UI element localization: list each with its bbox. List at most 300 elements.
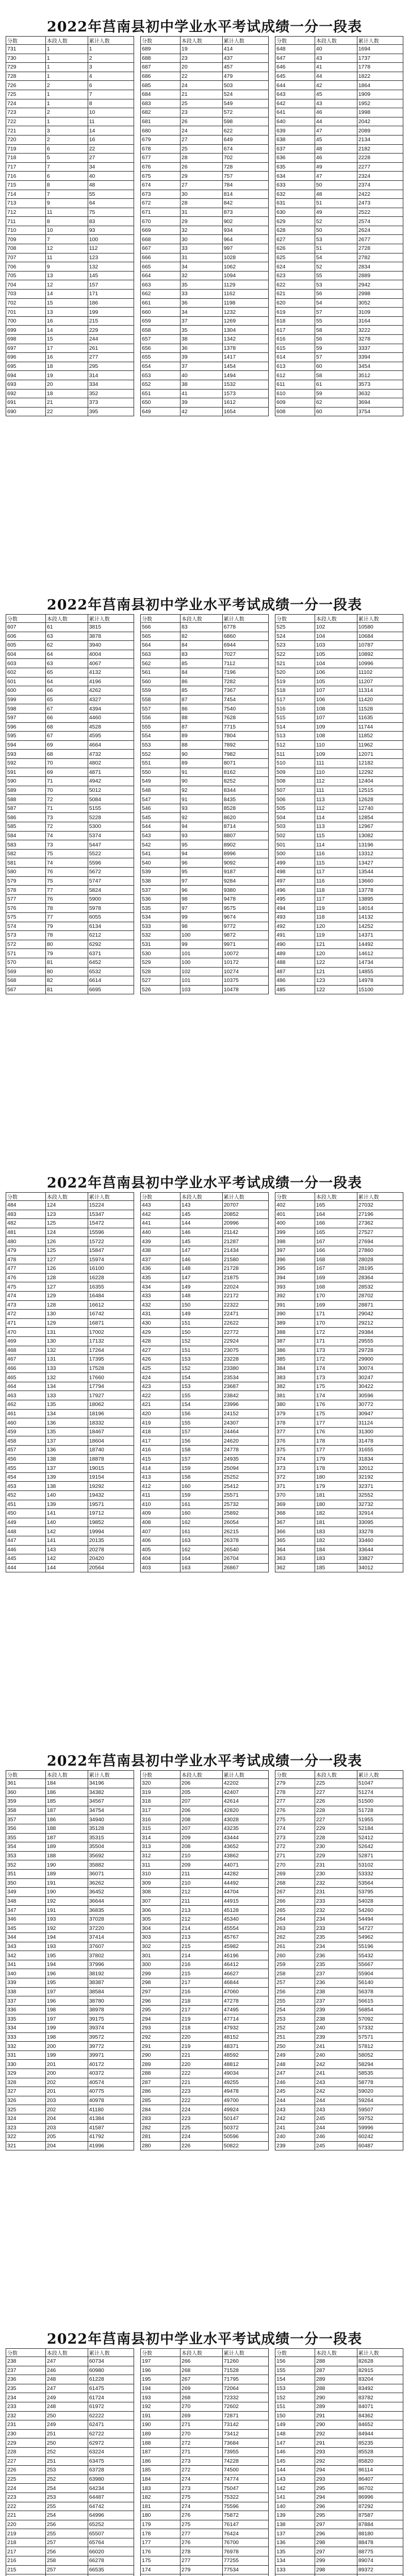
segment-count-cell: 72 [45,795,88,804]
segment-count-cell: 220 [180,2060,222,2069]
cumulative-count-cell: 52184 [357,1824,403,1833]
score-cell: 138 [275,2520,315,2529]
score-cell: 282 [141,2123,181,2132]
table-row [275,335,403,344]
table-row [6,154,134,163]
score-cell: 379 [275,1409,315,1418]
cumulative-count-cell: 16 [88,135,134,144]
segment-count-cell: 12 [45,280,88,290]
table-row [275,262,403,272]
cumulative-count-cell: 83492 [357,2384,403,2393]
score-cell: 224 [6,2484,46,2493]
table-row [6,632,134,641]
segment-count-cell: 95 [180,840,222,850]
table-row [275,180,403,190]
cumulative-count-cell: 11 [88,117,134,126]
segment-count-cell: 204 [45,2141,88,2150]
cumulative-count-cell: 2624 [357,226,403,235]
cumulative-count-cell: 23842 [222,1391,268,1400]
segment-count-cell: 60 [315,407,357,416]
table-row [6,2069,134,2078]
score-cell: 481 [6,1228,46,1237]
table-row [141,704,269,714]
score-cell: 267 [275,1888,315,1897]
table-row [141,2014,269,2024]
score-cell: 299 [141,1969,181,1978]
segment-count-cell: 212 [180,1914,222,1924]
cumulative-count-cell: 76424 [222,2529,268,2538]
score-cell: 571 [6,949,46,958]
segment-count-cell: 127 [45,1255,88,1264]
segment-count-cell: 58 [315,371,357,380]
score-cell: 518 [275,686,315,696]
cumulative-count-cell: 13544 [357,868,403,877]
table-row [141,1418,269,1428]
segment-count-cell: 218 [180,1996,222,2006]
cumulative-count-cell: 51500 [357,1797,403,1806]
score-cell: 343 [6,1942,46,1951]
cumulative-count-cell: 45128 [222,1906,268,1915]
segment-count-cell: 251 [45,2456,88,2466]
cumulative-count-cell: 39175 [88,2014,134,2024]
segment-count-cell: 233 [315,1924,357,1933]
cumulative-count-cell: 4067 [88,659,134,668]
segment-count-cell: 135 [45,1427,88,1436]
score-cell: 192 [141,2402,181,2411]
table-row [275,695,403,704]
score-cell: 286 [141,2087,181,2096]
cumulative-count-cell: 1269 [222,316,268,326]
score-cell: 657 [141,335,181,344]
segment-count-cell: 25 [180,144,222,154]
segment-count-cell: 87 [180,695,222,704]
table-row [275,758,403,768]
cumulative-count-cell: 30947 [357,1409,403,1418]
table-row [6,686,134,696]
segment-count-cell: 1 [45,63,88,72]
segment-count-cell: 73 [45,840,88,850]
score-cell: 677 [141,154,181,163]
cumulative-count-cell: 6134 [88,922,134,931]
table-row [6,2123,134,2132]
table-row [275,1310,403,1319]
table-row [6,1300,134,1310]
table-row [6,786,134,795]
segment-count-cell: 150 [180,1300,222,1310]
cumulative-count-cell: 86702 [357,2484,403,2493]
score-cell: 413 [141,1472,181,1482]
table-row [141,117,269,126]
table-row [141,407,269,416]
header-cumulative-count: 累计人数 [222,2349,268,2357]
segment-count-cell: 40 [180,371,222,380]
table-row [275,1815,403,1824]
table-row [141,650,269,659]
segment-count-cell: 23 [180,54,222,63]
cumulative-count-cell: 53795 [357,1888,403,1897]
cumulative-count-cell: 39971 [88,2050,134,2060]
table-row [6,1491,134,1500]
segment-count-cell: 24 [180,126,222,135]
cumulative-count-cell: 58778 [357,2078,403,2087]
segment-count-cell: 23 [180,108,222,117]
cumulative-count-cell: 7 [88,90,134,99]
cumulative-count-cell: 5672 [88,868,134,877]
table-row [6,958,134,967]
table-row [6,180,134,190]
segment-count-cell: 71 [45,777,88,786]
cumulative-count-cell: 22172 [222,1291,268,1300]
table-row [275,45,403,54]
cumulative-count-cell: 8 [88,99,134,108]
cumulative-count-cell: 29042 [357,1310,403,1319]
segment-count-cell: 99 [180,940,222,949]
segment-count-cell: 66 [45,713,88,722]
segment-count-cell: 223 [180,2114,222,2123]
table-row [141,2438,269,2448]
score-cell: 555 [141,722,181,732]
segment-count-cell: 55 [315,316,357,326]
segment-count-cell: 218 [180,2024,222,2033]
table-row [141,2456,269,2466]
cumulative-count-cell: 87884 [357,2520,403,2529]
cumulative-count-cell: 2182 [357,144,403,154]
cumulative-count-cell: 14371 [357,931,403,940]
table-row [6,1978,134,1988]
table-row [275,389,403,398]
segment-count-cell: 140 [45,1518,88,1527]
table-row [141,822,269,832]
segment-count-cell: 241 [315,2069,357,2078]
score-cell: 150 [275,2411,315,2420]
cumulative-count-cell: 5012 [88,786,134,795]
table-row [275,1491,403,1500]
table-row [141,931,269,940]
segment-count-cell: 85 [180,659,222,668]
cumulative-count-cell: 57332 [357,2024,403,2033]
cumulative-count-cell: 9187 [222,868,268,877]
score-cell: 239 [275,2141,315,2150]
cumulative-count-cell: 74500 [222,2466,268,2475]
cumulative-count-cell: 2889 [357,271,403,280]
segment-count-cell: 256 [45,2520,88,2529]
score-cell: 269 [275,1869,315,1878]
score-cell: 180 [141,2511,181,2520]
score-panel-2 [140,2348,269,2576]
score-cell: 509 [275,768,315,777]
score-cell: 320 [141,1779,181,1788]
table-row [275,858,403,868]
table-row [6,1291,134,1300]
cumulative-count-cell: 3109 [357,308,403,317]
cumulative-count-cell: 21875 [222,1273,268,1282]
segment-count-cell: 92 [180,786,222,795]
score-cell: 686 [141,72,181,81]
score-cell: 475 [6,1282,46,1292]
segment-count-cell: 161 [180,1527,222,1536]
table-row [141,904,269,913]
table-row [6,2447,134,2456]
table-row [6,1464,134,1473]
page-title: 2022年莒南县初中学业水平考试成绩一分一段表 [46,597,363,613]
segment-count-cell: 179 [315,1454,357,1464]
score-cell: 455 [6,1464,46,1473]
table-row [275,2393,403,2402]
score-cell: 625 [275,253,315,262]
table-row [275,371,403,380]
table-row [6,1346,134,1355]
score-panel-1 [6,1192,134,1572]
cumulative-count-cell: 44915 [222,1896,268,1906]
cumulative-count-cell: 46844 [222,1978,268,1988]
cumulative-count-cell: 57812 [357,2042,403,2051]
table-row [141,180,269,190]
header-segment-count: 本段人数 [315,1771,357,1779]
table-row [141,326,269,335]
score-cell: 465 [6,1373,46,1382]
cumulative-count-cell: 32192 [357,1472,403,1482]
segment-count-cell: 274 [180,2475,222,2484]
header-cumulative-count: 累计人数 [88,37,134,45]
table-row [141,1364,269,1373]
score-cell: 216 [6,2556,46,2566]
score-cell: 366 [275,1527,315,1536]
table-row [6,1869,134,1878]
table-row [6,740,134,750]
score-cell: 225 [6,2475,46,2484]
segment-count-cell: 137 [45,1436,88,1446]
score-cell: 637 [275,144,315,154]
table-row [6,2402,134,2411]
table-row [275,786,403,795]
score-cell: 418 [141,1427,181,1436]
cumulative-count-cell: 75322 [222,2493,268,2502]
score-cell: 143 [275,2475,315,2484]
segment-count-cell: 50 [315,180,357,190]
table-row [141,1779,269,1788]
header-cumulative-count: 累计人数 [222,1771,268,1779]
table-row [6,1282,134,1292]
table-row [141,1509,269,1518]
segment-count-cell: 150 [180,1328,222,1337]
segment-count-cell: 273 [180,2456,222,2466]
segment-count-cell: 52 [315,262,357,272]
table-row [141,1518,269,1527]
segment-count-cell: 142 [45,1554,88,1564]
table-row [275,63,403,72]
score-cell: 508 [275,777,315,786]
table-row [6,45,134,54]
segment-count-cell: 18 [45,362,88,371]
cumulative-count-cell: 38780 [88,1996,134,2006]
score-cell: 328 [6,2078,46,2087]
cumulative-count-cell: 15347 [88,1210,134,1219]
segment-count-cell: 117 [315,894,357,904]
table-row [141,1563,269,1572]
table-row [275,1427,403,1436]
table-row [141,677,269,686]
score-cell: 691 [6,398,46,408]
score-cell: 310 [141,1869,181,1878]
cumulative-count-cell: 4595 [88,732,134,741]
cumulative-count-cell: 26867 [222,1563,268,1572]
table-row [275,931,403,940]
segment-count-cell: 13 [45,308,88,317]
score-cell: 257 [275,1978,315,1988]
score-cell: 713 [6,199,46,208]
score-cell: 640 [275,117,315,126]
cumulative-count-cell: 11852 [357,732,403,741]
score-cell: 438 [141,1246,181,1255]
score-cell: 436 [141,1264,181,1274]
score-cell: 241 [275,2123,315,2132]
table-row [275,1300,403,1310]
table-row [275,1951,403,1960]
cumulative-count-cell: 64234 [88,2484,134,2493]
header-score: 分数 [275,1193,315,1201]
segment-count-cell: 296 [315,2529,357,2538]
cumulative-count-cell: 40574 [88,2078,134,2087]
score-cell: 145 [275,2456,315,2466]
score-cell: 394 [275,1273,315,1282]
segment-count-cell: 11 [45,208,88,217]
cumulative-count-cell: 83782 [357,2393,403,2402]
segment-count-cell: 238 [315,1987,357,1996]
cumulative-count-cell: 18062 [88,1400,134,1410]
cumulative-count-cell: 3940 [88,641,134,650]
segment-count-cell: 2 [45,81,88,90]
segment-count-cell: 100 [180,958,222,967]
segment-count-cell: 91 [180,768,222,777]
segment-count-cell: 248 [45,2402,88,2411]
cumulative-count-cell: 6695 [88,985,134,994]
segment-count-cell: 242 [315,2060,357,2069]
cumulative-count-cell: 5447 [88,840,134,850]
cumulative-count-cell: 62471 [88,2420,134,2430]
table-row [6,1336,134,1346]
score-cell: 567 [6,985,46,994]
table-row [141,1554,269,1564]
table-row [6,2466,134,2475]
score-cell: 188 [141,2438,181,2448]
cumulative-count-cell: 51955 [357,1815,403,1824]
table-row [275,135,403,144]
segment-count-cell: 27 [180,135,222,144]
segment-count-cell: 24 [180,81,222,90]
cumulative-count-cell: 5374 [88,831,134,840]
segment-count-cell: 98 [180,922,222,931]
cumulative-count-cell: 8071 [222,758,268,768]
segment-count-cell: 127 [45,1282,88,1292]
score-cell: 500 [275,849,315,858]
cumulative-count-cell: 2782 [357,253,403,262]
segment-count-cell: 31 [180,208,222,217]
table-row [275,2114,403,2123]
score-cell: 409 [141,1509,181,1518]
table-row [141,2511,269,2520]
table-row [141,1409,269,1418]
table-row [275,226,403,235]
cumulative-count-cell: 26054 [222,1518,268,1527]
table-row [275,1888,403,1897]
score-cell: 693 [6,380,46,389]
table-row [6,2050,134,2060]
cumulative-count-cell: 4942 [88,777,134,786]
score-cell: 661 [141,298,181,308]
table-row [6,1806,134,1815]
cumulative-count-cell: 34940 [88,1815,134,1824]
table-row [141,886,269,895]
score-cell: 547 [141,795,181,804]
cumulative-count-cell: 7454 [222,695,268,704]
segment-count-cell: 295 [315,2484,357,2493]
table-row [275,308,403,317]
segment-count-cell: 181 [315,1518,357,1527]
table-row [6,1815,134,1824]
table-row [6,2005,134,2014]
cumulative-count-cell: 22772 [222,1328,268,1337]
score-cell: 307 [141,1896,181,1906]
cumulative-count-cell: 24307 [222,1418,268,1428]
cumulative-count-cell: 60980 [88,2366,134,2375]
table-row [141,2042,269,2051]
table-row [6,298,134,308]
segment-count-cell: 165 [315,1201,357,1210]
cumulative-count-cell: 73684 [222,2438,268,2448]
segment-count-cell: 258 [45,2556,88,2566]
score-cell: 238 [6,2357,46,2366]
table-row [275,704,403,714]
score-cell: 540 [141,858,181,868]
score-cell: 331 [6,2050,46,2060]
cumulative-count-cell: 47932 [222,2024,268,2033]
score-cell: 240 [275,2132,315,2142]
table-row [6,2493,134,2502]
segment-count-cell: 1 [45,45,88,54]
score-cell: 149 [275,2420,315,2430]
table-row [6,1536,134,1545]
segment-count-cell: 195 [45,1978,88,1988]
table-row [141,199,269,208]
table-row [141,940,269,949]
table-row [6,1563,134,1572]
segment-count-cell: 122 [315,958,357,967]
table-row [275,1464,403,1473]
segment-count-cell: 62 [45,641,88,650]
header-cumulative-count: 累计人数 [88,615,134,623]
cumulative-count-cell: 295 [88,362,134,371]
score-cell: 144 [275,2466,315,2475]
score-cell: 459 [6,1427,46,1436]
segment-count-cell: 213 [180,1906,222,1915]
cumulative-count-cell: 6055 [88,913,134,922]
score-cell: 477 [6,1264,46,1274]
header-cumulative-count: 累计人数 [222,615,268,623]
cumulative-count-cell: 74228 [222,2456,268,2466]
segment-count-cell: 6 [45,144,88,154]
cumulative-count-cell: 59020 [357,2087,403,2096]
cumulative-count-cell: 73142 [222,2420,268,2430]
cumulative-count-cell: 14734 [357,958,403,967]
table-row [6,2520,134,2529]
cumulative-count-cell: 62972 [88,2438,134,2448]
score-cell: 153 [275,2384,315,2393]
segment-count-cell: 269 [180,2384,222,2393]
cumulative-count-cell: 5084 [88,795,134,804]
cumulative-count-cell: 8714 [222,822,268,832]
cumulative-count-cell: 6944 [222,641,268,650]
cumulative-count-cell: 20707 [222,1201,268,1210]
